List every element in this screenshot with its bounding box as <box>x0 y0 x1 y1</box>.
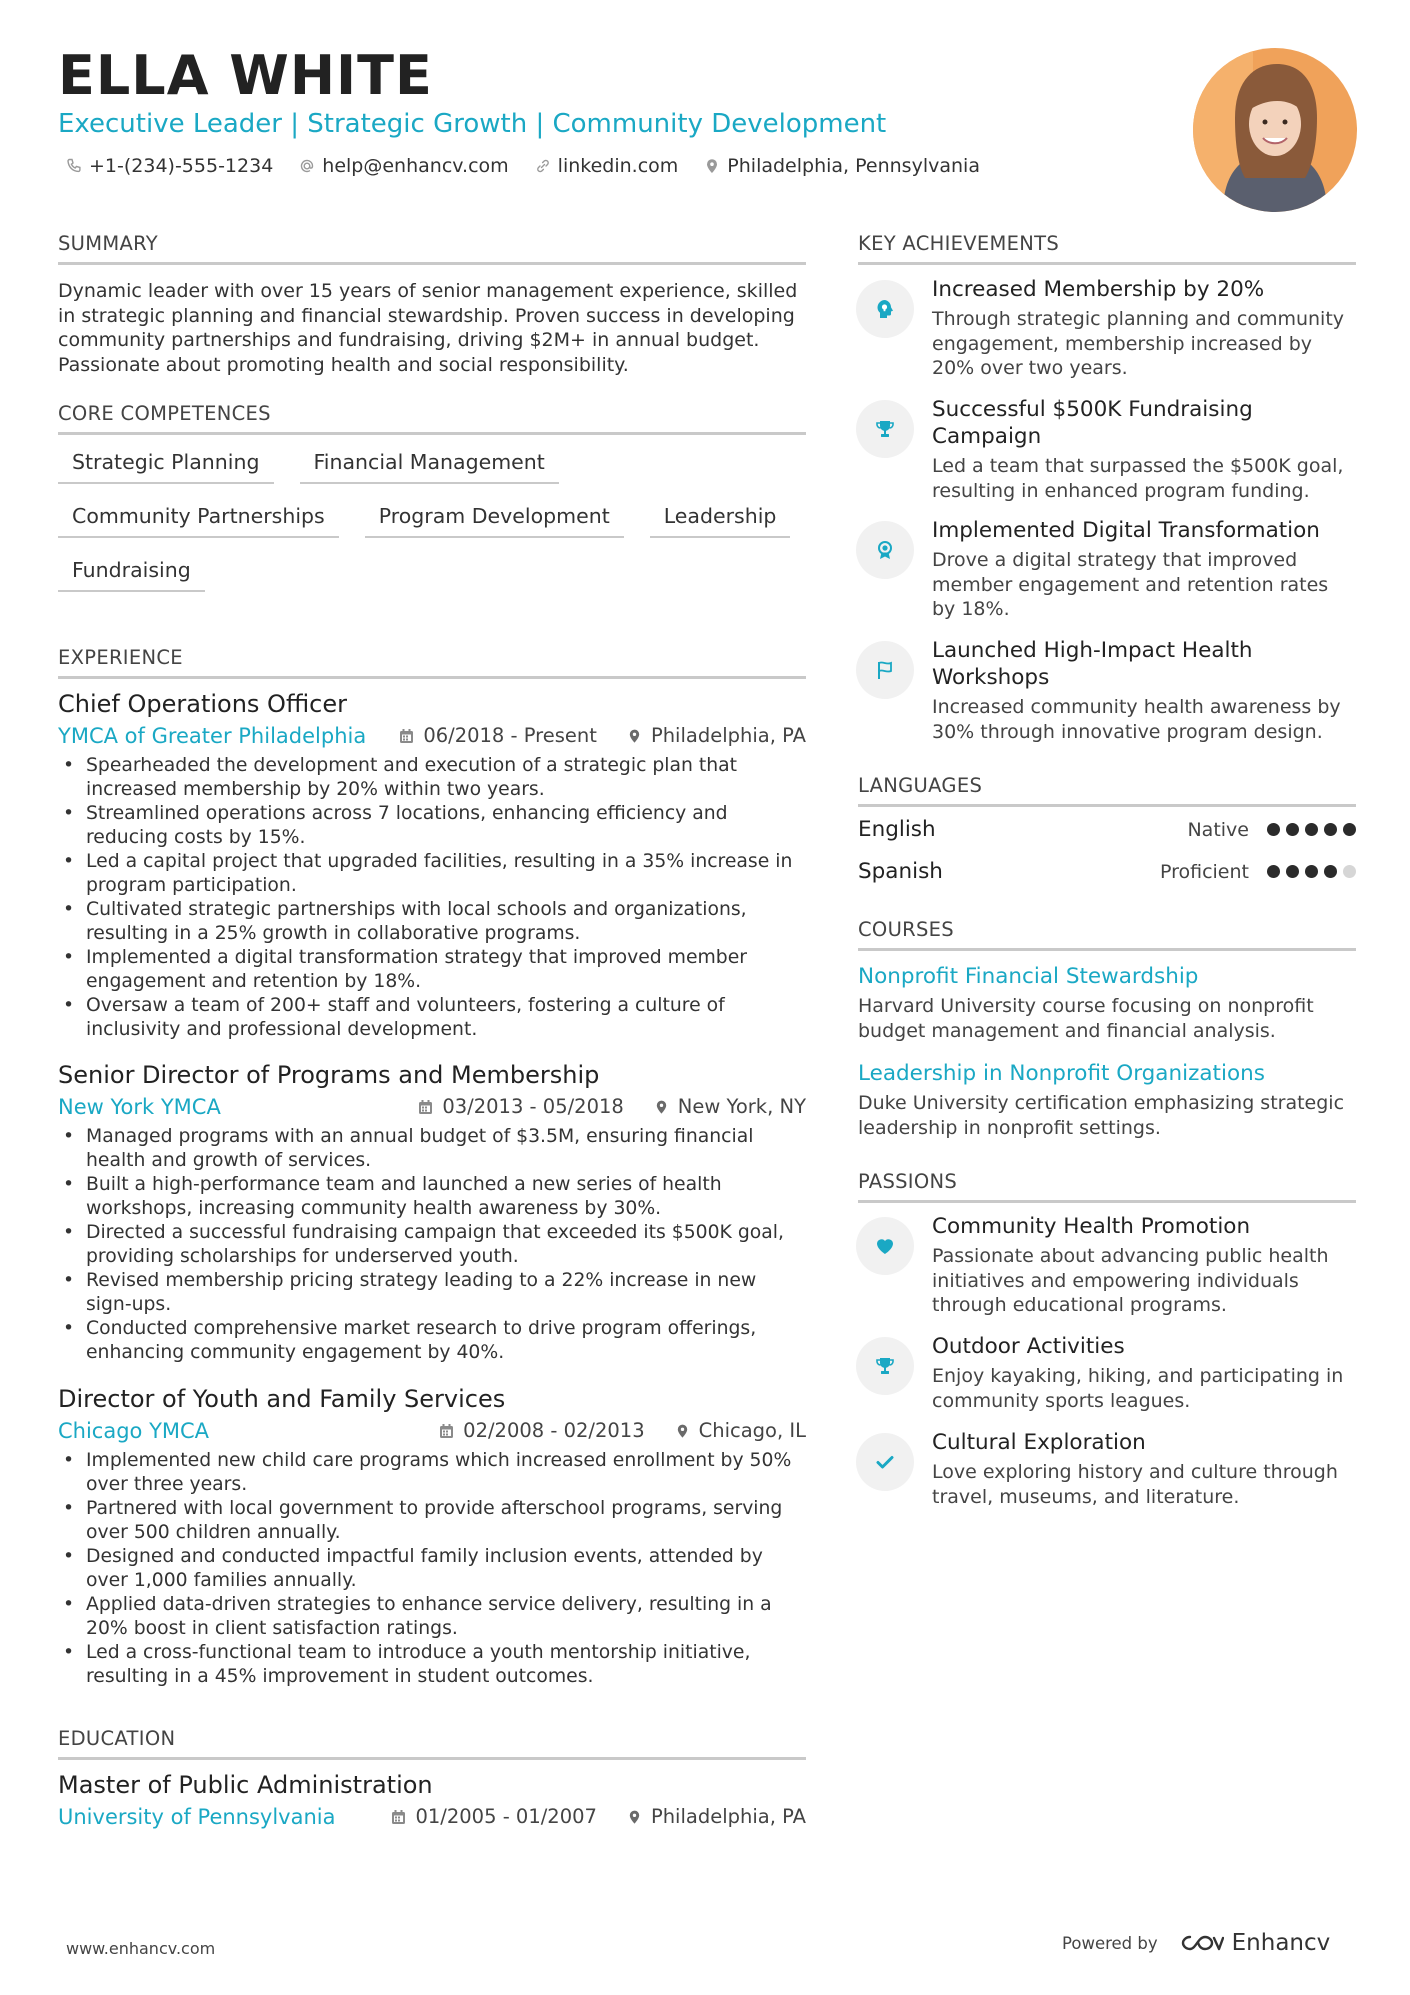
education-heading: EDUCATION <box>58 1727 806 1760</box>
achievement-item <box>856 637 1356 744</box>
rating-dot-filled <box>1305 823 1318 836</box>
footer-powered <box>1062 1930 1330 1956</box>
achievement-item <box>856 517 1356 622</box>
school-name: University of Pennsylvania <box>58 1805 336 1829</box>
rating-dot-filled <box>1286 823 1299 836</box>
location-text: Philadelphia, Pennsylvania <box>727 155 980 177</box>
job-meta-right <box>418 1093 806 1121</box>
at-icon <box>299 158 315 174</box>
achievement-title: Increased Membership by 20% <box>932 277 1265 302</box>
language-row <box>858 859 1356 884</box>
course-title: Leadership in Nonprofit Organizations <box>858 1061 1265 1086</box>
bullet-item: • Implemented a digital transformation strategy that improved member engagement and retention by 18%. <box>58 946 806 994</box>
contact-phone[interactable] <box>66 153 273 179</box>
bullet-item: • Designed and conducted impactful family inclusion events, attended by over 1,000 families annually. <box>58 1545 806 1593</box>
location-pin-icon <box>704 158 720 174</box>
passion-icon-wrap <box>856 1337 914 1395</box>
education-dates-text: 01/2005 - 01/2007 <box>415 1805 597 1828</box>
achievement-icon-wrap <box>856 521 914 579</box>
languages-heading: LANGUAGES <box>858 774 1356 807</box>
summary-text: Dynamic leader with over 15 years of senior management experience, skilled in strategic planning and financial stewardship. Proven success in developing community partnerships and fundraising, driving $2M+ in annual budget. Passionate about promoting health and social responsibility. <box>58 280 798 376</box>
rating-dot-filled <box>1267 823 1280 836</box>
competence-tag: Community Partnerships <box>58 504 339 538</box>
job-title: Director of Youth and Family Services <box>58 1385 506 1413</box>
award-icon <box>874 539 896 561</box>
summary-heading: SUMMARY <box>58 232 806 265</box>
rating-dot-filled <box>1305 865 1318 878</box>
education-meta-right <box>391 1803 806 1831</box>
language-level: Native <box>1187 818 1249 841</box>
passion-item <box>856 1333 1356 1413</box>
calendar-icon <box>399 728 414 744</box>
experience-heading: EXPERIENCE <box>58 646 806 679</box>
enhancv-logo[interactable] <box>1180 1930 1331 1956</box>
job-bullets <box>58 1449 806 1689</box>
email-text: help@enhancv.com <box>322 155 509 177</box>
job-location-text: Chicago, IL <box>698 1419 806 1442</box>
trophy-icon <box>874 1355 896 1377</box>
passion-desc: Passionate about advancing public health initiatives and empowering individuals through educational programs. <box>932 1245 1329 1316</box>
passions-heading: PASSIONS <box>858 1170 1356 1203</box>
job-dates <box>399 722 597 750</box>
passion-icon-wrap <box>856 1217 914 1275</box>
job-meta-right <box>399 722 806 750</box>
passion-desc: Enjoy kayaking, hiking, and participating in community sports leagues. <box>932 1365 1344 1412</box>
heart-icon <box>874 1235 896 1257</box>
rating-dot-filled <box>1286 865 1299 878</box>
bullet-item: • Oversaw a team of 200+ staff and volunteers, fostering a culture of inclusivity and professional development. <box>58 994 806 1042</box>
brand-name: Enhancv <box>1231 1930 1331 1956</box>
achievement-desc: Drove a digital strategy that improved member engagement and retention rates by 18%. <box>932 549 1329 620</box>
competence-tag: Program Development <box>365 504 624 538</box>
passion-title: Community Health Promotion <box>932 1214 1251 1239</box>
degree-title: Master of Public Administration <box>58 1771 433 1799</box>
headline: Executive Leader | Strategic Growth | Community Development <box>58 109 887 139</box>
bullet-item: • Implemented new child care programs which increased enrollment by 50% over three years. <box>58 1449 806 1497</box>
competence-tag: Leadership <box>650 504 791 538</box>
powered-by-text: Powered by <box>1062 1933 1158 1953</box>
job-organization: Chicago YMCA <box>58 1419 210 1443</box>
location-pin-icon <box>654 1099 669 1115</box>
achievements-heading: KEY ACHIEVEMENTS <box>858 232 1356 265</box>
job-location-text: New York, NY <box>677 1095 806 1118</box>
language-level: Proficient <box>1159 860 1249 883</box>
rating-dot-filled <box>1324 823 1337 836</box>
language-rating <box>1267 823 1356 836</box>
job-meta <box>58 1417 806 1445</box>
bullet-item: • Spearheaded the development and execution of a strategic plan that increased membership by 20% within two years. <box>58 754 806 802</box>
course-item <box>858 1060 1356 1140</box>
achievement-icon-wrap <box>856 400 914 458</box>
calendar-icon <box>418 1099 433 1115</box>
avatar <box>1193 48 1357 212</box>
competence-tag: Financial Management <box>300 450 559 484</box>
rating-dot-filled <box>1343 823 1356 836</box>
bullet-item: • Managed programs with an annual budget of $3.5M, ensuring financial health and growth of services. <box>58 1125 806 1173</box>
link-icon <box>535 158 551 174</box>
passion-text <box>932 1333 1356 1413</box>
job-organization: New York YMCA <box>58 1095 221 1119</box>
location-pin-icon <box>627 1809 642 1825</box>
bullet-item: • Led a cross-functional team to introduce a youth mentorship initiative, resulting in a 45% improvement in student outcomes. <box>58 1641 806 1689</box>
calendar-icon <box>391 1809 406 1825</box>
location-pin-icon <box>675 1423 690 1439</box>
contact-row <box>66 153 980 179</box>
language-level-wrap <box>1187 819 1356 841</box>
competences-heading: CORE COMPETENCES <box>58 402 806 435</box>
passion-desc: Love exploring history and culture through travel, museums, and literature. <box>932 1461 1338 1508</box>
achievement-text <box>932 396 1356 503</box>
achievement-title: Successful $500K Fundraising Campaign <box>932 397 1253 449</box>
job-meta <box>58 1093 806 1121</box>
bullet-item: • Conducted comprehensive market research to drive program offerings, enhancing community engagement by 40%. <box>58 1317 806 1365</box>
bullet-item: • Cultivated strategic partnerships with local schools and organizations, resulting in a 25% growth in collaborative programs. <box>58 898 806 946</box>
achievement-desc: Led a team that surpassed the $500K goal, resulting in enhanced program funding. <box>932 455 1344 502</box>
job-location-text: Philadelphia, PA <box>650 724 806 747</box>
achievement-item <box>856 396 1356 503</box>
job-dates-text: 06/2018 - Present <box>423 724 597 747</box>
achievement-desc: Increased community health awareness by 30% through innovative program design. <box>932 696 1341 743</box>
phone-icon <box>66 158 82 174</box>
language-level-wrap <box>1160 861 1356 883</box>
achievement-desc: Through strategic planning and community engagement, membership increased by 20% over two years. <box>932 308 1345 379</box>
achievement-text <box>932 517 1356 622</box>
bullet-item: • Led a capital project that upgraded facilities, resulting in a 35% increase in program participation. <box>58 850 806 898</box>
job-location <box>654 1093 806 1121</box>
trophy-icon <box>874 418 896 440</box>
course-desc: Harvard University course focusing on nonprofit budget management and financial analysis. <box>858 995 1314 1042</box>
bullet-item: • Streamlined operations across 7 locations, enhancing efficiency and reducing costs by 15%. <box>58 802 806 850</box>
flag-icon <box>874 659 896 681</box>
job-entry <box>58 1384 806 1689</box>
job-location <box>627 722 806 750</box>
enhancv-logo-icon <box>1180 1932 1224 1954</box>
education-entry <box>58 1770 806 1831</box>
job-dates <box>418 1093 623 1121</box>
footer-website[interactable]: www.enhancv.com <box>66 1939 216 1958</box>
achievement-text <box>932 276 1356 381</box>
rating-dot-empty <box>1343 865 1356 878</box>
job-dates-text: 03/2013 - 05/2018 <box>442 1095 624 1118</box>
bullet-item: • Applied data-driven strategies to enhance service delivery, resulting in a 20% boost in client satisfaction ratings. <box>58 1593 806 1641</box>
job-meta-right <box>439 1417 806 1445</box>
contact-linkedin[interactable] <box>535 153 679 179</box>
achievement-item <box>856 276 1356 381</box>
job-entry <box>58 689 806 1042</box>
passion-title: Outdoor Activities <box>932 1334 1125 1359</box>
passion-text <box>932 1429 1356 1509</box>
education-location-text: Philadelphia, PA <box>650 1805 806 1828</box>
bullet-item: • Partnered with local government to provide afterschool programs, serving over 500 children annually. <box>58 1497 806 1545</box>
candidate-name: ELLA WHITE <box>58 44 433 107</box>
bullet-item: • Built a high-performance team and launched a new series of health workshops, increasing community health awareness by 30%. <box>58 1173 806 1221</box>
job-title: Chief Operations Officer <box>58 690 347 718</box>
job-location <box>675 1417 806 1445</box>
job-bullets <box>58 1125 806 1365</box>
bullet-item: • Revised membership pricing strategy leading to a 22% increase in new sign-ups. <box>58 1269 806 1317</box>
language-name: Spanish <box>858 859 943 884</box>
head-bulb-icon <box>874 298 896 320</box>
achievement-title: Launched High-Impact Health Workshops <box>932 638 1253 690</box>
job-meta <box>58 722 806 750</box>
education-dates <box>391 1803 596 1831</box>
job-bullets <box>58 754 806 1042</box>
passion-icon-wrap <box>856 1433 914 1491</box>
rating-dot-filled <box>1324 865 1337 878</box>
passion-title: Cultural Exploration <box>932 1430 1146 1455</box>
job-organization: YMCA of Greater Philadelphia <box>58 724 367 748</box>
education-location <box>627 1803 806 1831</box>
achievement-icon-wrap <box>856 280 914 338</box>
course-desc: Duke University certification emphasizing strategic leadership in nonprofit settings. <box>858 1092 1345 1139</box>
phone-text: +1-(234)-555-1234 <box>89 155 274 177</box>
job-entry <box>58 1060 806 1365</box>
course-item <box>858 963 1356 1043</box>
competences-list <box>58 450 818 592</box>
course-title: Nonprofit Financial Stewardship <box>858 964 1199 989</box>
achievement-icon-wrap <box>856 641 914 699</box>
check-icon <box>874 1451 896 1473</box>
passion-item <box>856 1429 1356 1509</box>
job-title: Senior Director of Programs and Membership <box>58 1061 600 1089</box>
courses-heading: COURSES <box>858 918 1356 951</box>
passion-item <box>856 1213 1356 1318</box>
achievement-text <box>932 637 1356 744</box>
language-row <box>858 817 1356 842</box>
achievement-title: Implemented Digital Transformation <box>932 518 1320 543</box>
bullet-item: • Directed a successful fundraising campaign that exceeded its $500K goal, providing scholarships for underserved youth. <box>58 1221 806 1269</box>
location-pin-icon <box>627 728 642 744</box>
language-rating <box>1267 865 1356 878</box>
linkedin-text: linkedin.com <box>557 155 679 177</box>
rating-dot-filled <box>1267 865 1280 878</box>
contact-location <box>704 153 980 179</box>
calendar-icon <box>439 1423 454 1439</box>
competence-tag: Strategic Planning <box>58 450 274 484</box>
language-name: English <box>858 817 936 842</box>
competence-tag: Fundraising <box>58 558 205 592</box>
passion-text <box>932 1213 1356 1318</box>
job-dates-text: 02/2008 - 02/2013 <box>463 1419 645 1442</box>
contact-email[interactable] <box>299 153 508 179</box>
education-meta <box>58 1803 806 1831</box>
job-dates <box>439 1417 644 1445</box>
